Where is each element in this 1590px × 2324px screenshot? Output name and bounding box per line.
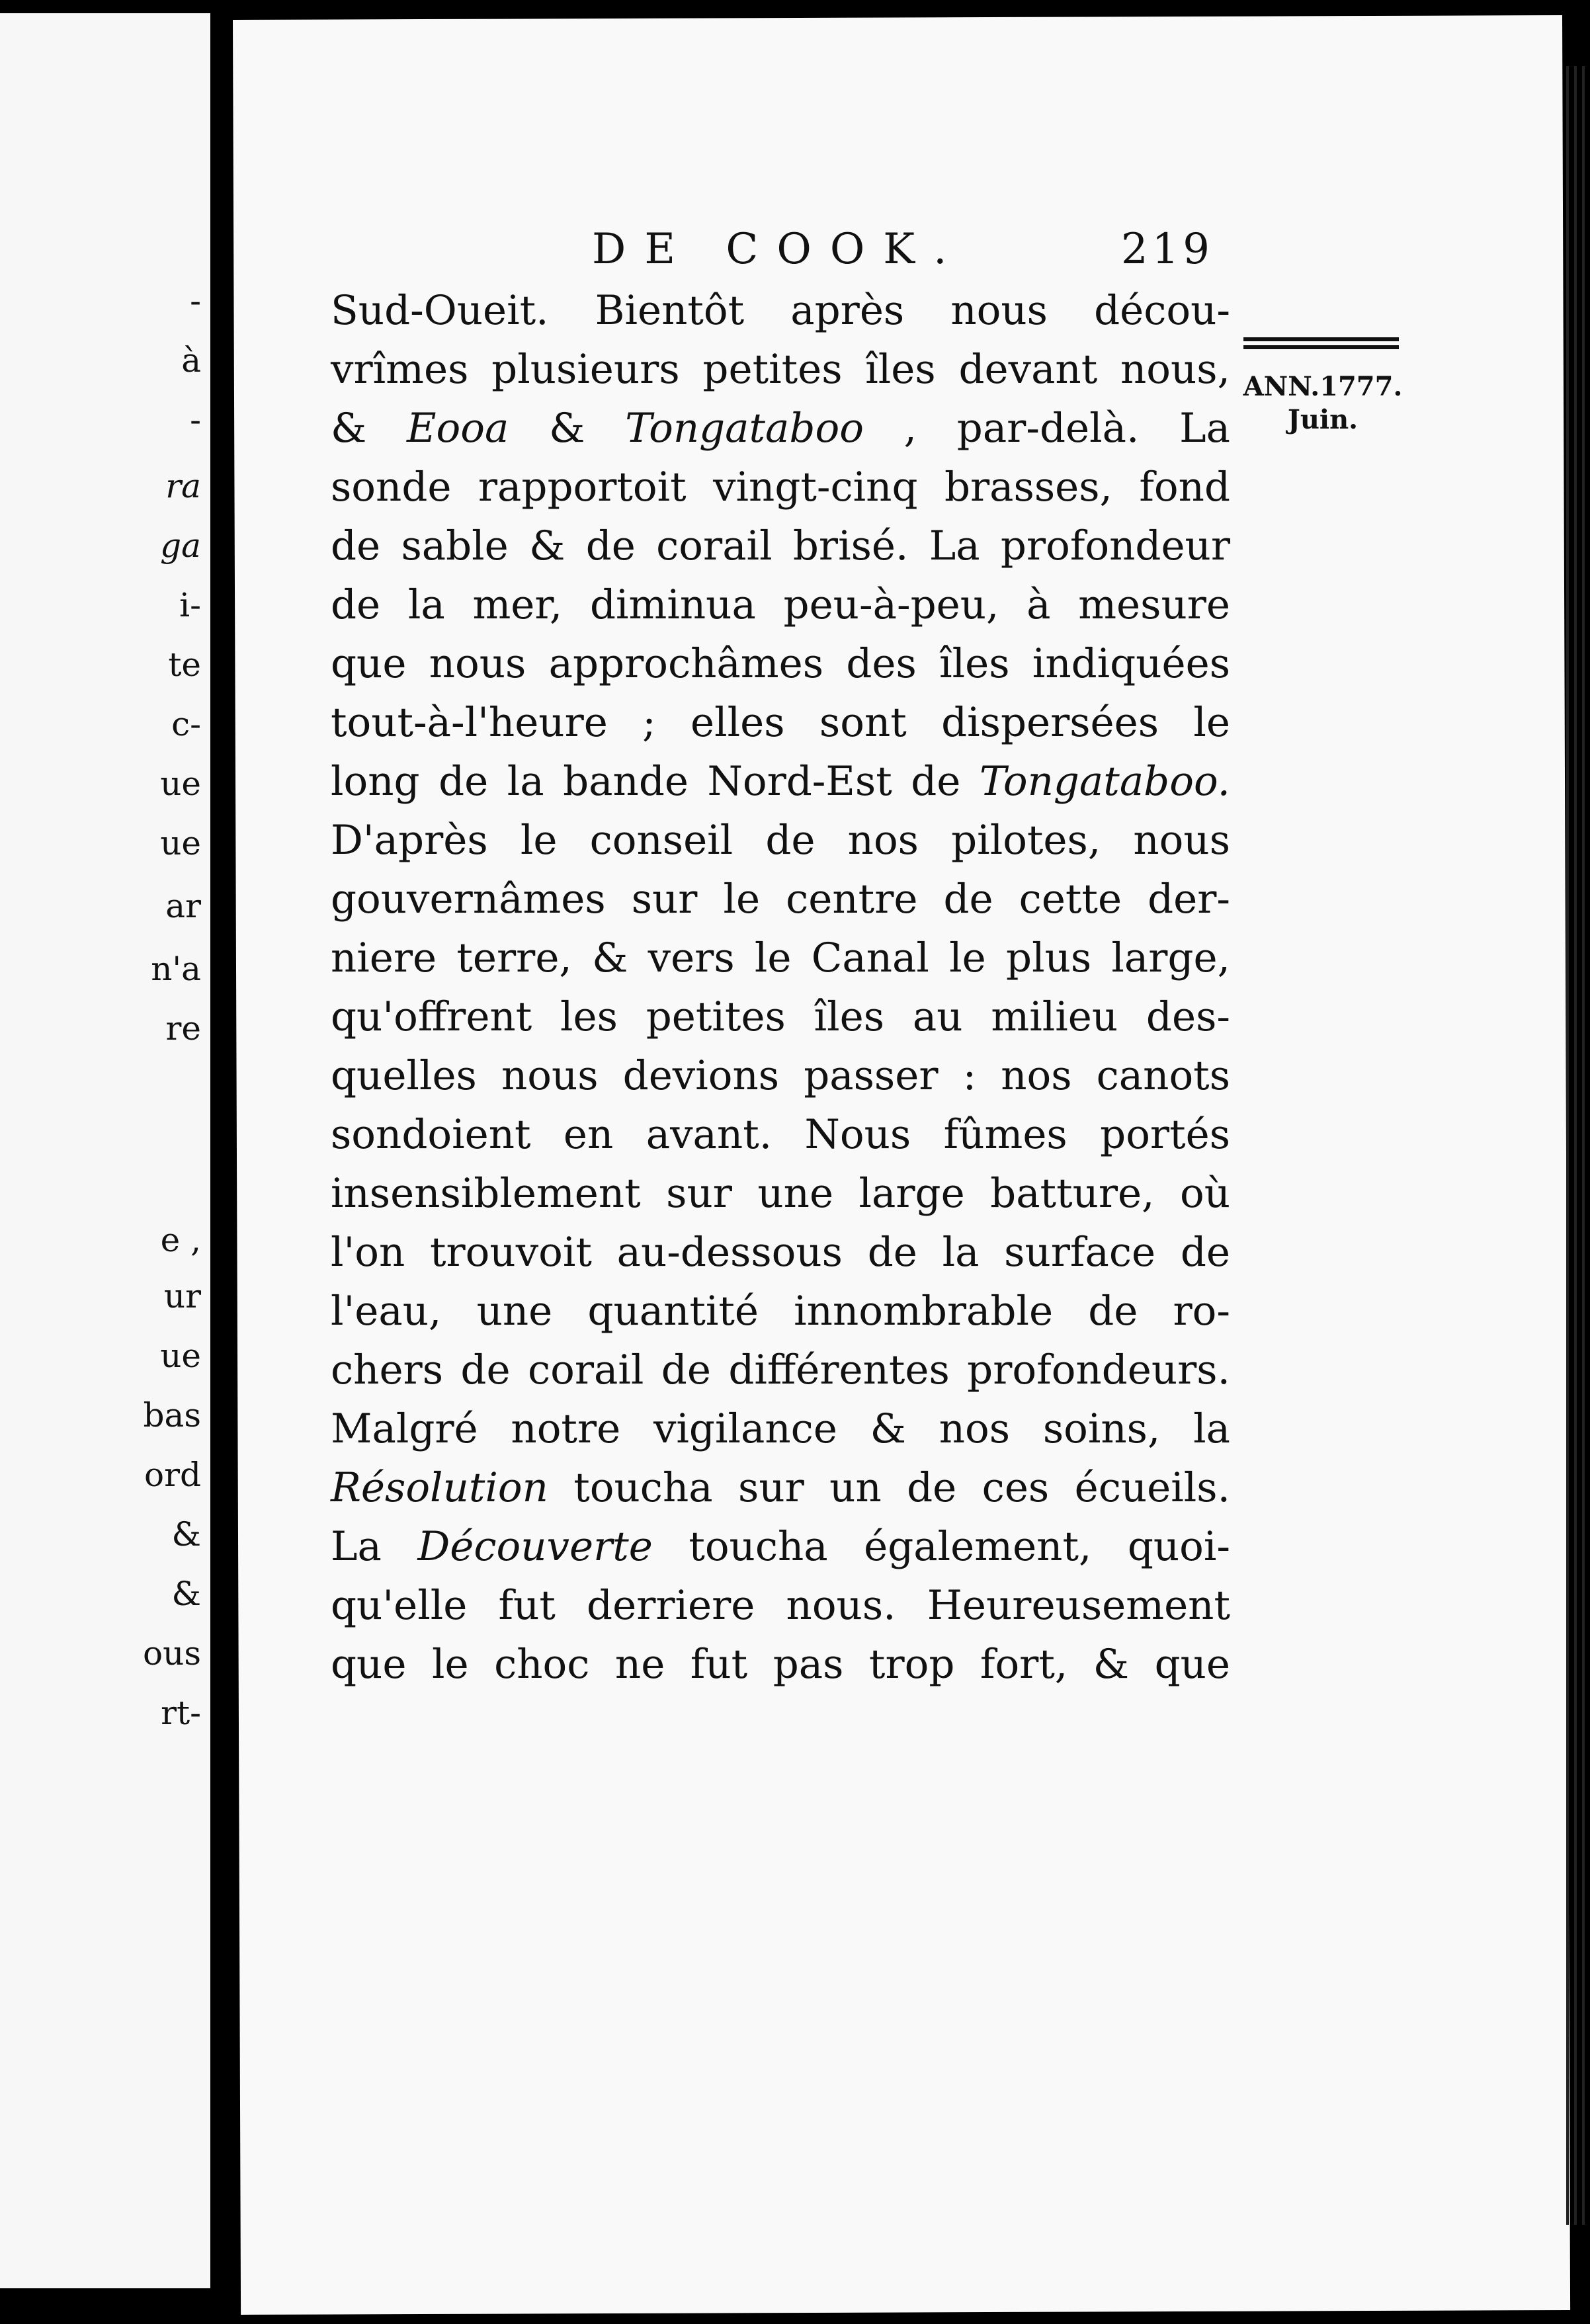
text-segment: de la mer, diminua peu-à-peu, à mesure — [331, 581, 1230, 628]
text-segment: de sable & de corail brisé. La profondeur — [331, 522, 1230, 569]
text-segment: , par-delà. La — [863, 405, 1230, 452]
text-segment: toucha également, quoi- — [652, 1523, 1231, 1570]
text-line — [331, 1458, 1230, 1517]
italic-segment: Découverte — [417, 1523, 653, 1570]
text-line — [331, 399, 1230, 458]
text-line — [331, 458, 1230, 517]
text-line — [331, 1399, 1230, 1458]
text-line — [331, 1223, 1230, 1282]
facing-page-fragment: rt- — [161, 1694, 201, 1732]
text-segment: niere terre, & vers le Canal le plus large, — [331, 934, 1230, 981]
facing-page-fragment: - — [190, 401, 201, 439]
text-segment: & — [331, 405, 407, 452]
text-segment: Sud-Oueit. Bientôt après nous décou- — [331, 287, 1230, 334]
text-segment: & — [509, 405, 626, 452]
body-text — [331, 281, 1230, 1694]
text-line — [331, 517, 1230, 575]
text-segment: vrîmes plusieurs petites îles devant nous, — [331, 346, 1230, 393]
facing-page-fragment: ga — [160, 526, 201, 565]
text-segment: long de la bande Nord-Est de — [331, 758, 980, 805]
facing-page-fragment: ous — [143, 1634, 201, 1673]
facing-page-fragment: c- — [171, 705, 201, 743]
text-line — [331, 1282, 1230, 1341]
facing-page-fragment: ar — [165, 887, 201, 925]
text-line — [331, 811, 1230, 870]
text-segment: sondoient en avant. Nous fûmes portés — [331, 1111, 1230, 1158]
facing-page-fragment: ue — [160, 824, 201, 862]
page-header — [367, 218, 1214, 291]
italic-segment: Eooa — [407, 405, 509, 452]
italic-segment: Résolution — [331, 1464, 548, 1511]
text-line — [331, 752, 1230, 811]
text-line — [331, 1576, 1230, 1635]
text-segment: chers de corail de différentes profondeurs. — [331, 1347, 1230, 1393]
text-line — [331, 281, 1230, 340]
text-line — [331, 575, 1230, 634]
text-segment: l'on trouvoit au-dessous de la surface de — [331, 1229, 1230, 1276]
facing-page-fragment: & — [171, 1575, 201, 1613]
facing-page-fragment: ord — [144, 1456, 201, 1494]
text-segment: qu'elle fut derriere nous. Heureusement — [331, 1582, 1230, 1629]
text-segment: gouvernâmes sur le centre de cette der- — [331, 876, 1230, 923]
text-line — [331, 1046, 1230, 1105]
margin-note-month: Juin. — [1287, 404, 1359, 435]
facing-page-fragment: ue — [160, 765, 201, 803]
page-edge — [1574, 66, 1577, 2225]
text-segment: que nous approchâmes des îles indiquées — [331, 640, 1230, 687]
text-line — [331, 1635, 1230, 1694]
page-number: 219 — [1120, 225, 1214, 274]
text-segment: l'eau, une quantité innombrable de ro- — [331, 1288, 1230, 1335]
text-segment: sonde rapportoit vingt-cinq brasses, fond — [331, 464, 1230, 511]
facing-page-fragment: & — [171, 1515, 201, 1554]
facing-page-fragment: ra — [165, 467, 201, 505]
margin-rules — [1243, 337, 1399, 353]
margin-note-year: ANN.1777. — [1243, 371, 1403, 402]
page-edge — [1582, 66, 1585, 2225]
text-segment: quelles nous devions passer : nos canots — [331, 1052, 1230, 1099]
facing-page-fragment: te — [168, 645, 201, 684]
page-edge — [1566, 66, 1569, 2225]
italic-segment: Tongataboo. — [979, 758, 1230, 805]
text-line — [331, 1341, 1230, 1399]
facing-page-fragment: ur — [163, 1277, 201, 1315]
facing-page — [0, 13, 210, 2288]
facing-page-fragment: i- — [179, 586, 201, 624]
text-line — [331, 340, 1230, 399]
text-line — [331, 1105, 1230, 1164]
facing-page-fragment: à — [181, 341, 201, 380]
text-line — [331, 1164, 1230, 1223]
text-segment: D'après le conseil de nos pilotes, nous — [331, 817, 1230, 864]
text-segment: toucha sur un de ces écueils. — [548, 1464, 1230, 1511]
facing-page-fragment: e , — [160, 1221, 201, 1259]
rule — [1243, 337, 1399, 341]
text-segment: qu'offrent les petites îles au milieu des- — [331, 993, 1230, 1040]
text-segment: insensiblement sur une large batture, où — [331, 1170, 1230, 1217]
text-segment: Malgré notre vigilance & nos soins, la — [331, 1405, 1230, 1452]
running-head: DE COOK. — [592, 225, 966, 274]
facing-page-fragment: - — [190, 282, 201, 320]
text-line — [331, 1517, 1230, 1576]
text-segment: tout-à-l'heure ; elles sont dispersées le — [331, 699, 1230, 746]
margin-note — [1240, 370, 1405, 436]
italic-segment: Tongataboo — [625, 405, 864, 452]
text-line — [331, 870, 1230, 929]
text-line — [331, 929, 1230, 987]
facing-page-fragment: re — [165, 1009, 201, 1048]
facing-page-fragment: ue — [160, 1337, 201, 1375]
facing-page-fragment: n'a — [151, 950, 201, 988]
text-line — [331, 693, 1230, 752]
rule — [1243, 345, 1399, 349]
text-line — [331, 634, 1230, 693]
text-segment: que le choc ne fut pas trop fort, & que — [331, 1641, 1230, 1688]
text-line — [331, 987, 1230, 1046]
facing-page-fragment: bas — [143, 1396, 201, 1434]
text-segment: La — [331, 1523, 418, 1570]
